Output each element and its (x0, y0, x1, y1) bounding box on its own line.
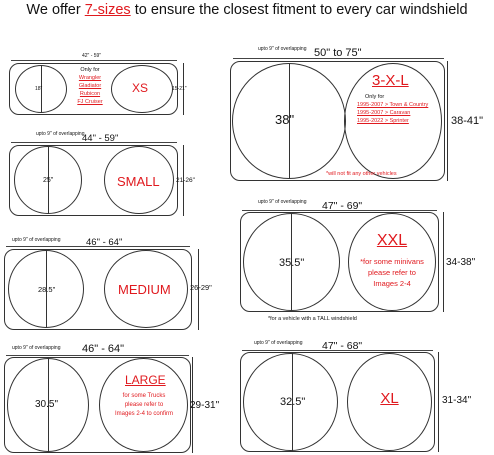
3xl-fit-list (357, 93, 428, 125)
large-label: LARGE (125, 373, 166, 387)
xs-height: 15-21" (172, 86, 187, 92)
large-diameter: 30.5" (35, 399, 59, 410)
small-diameter: 25" (43, 177, 54, 184)
xxl-range-line (242, 210, 437, 211)
xxl-diameter: 35.5" (279, 257, 305, 269)
xs-fit-title: Only for (80, 67, 100, 73)
xxl-height: 34-38" (446, 257, 476, 268)
large-note-line: for some Trucks (122, 393, 166, 399)
xs-label: XS (132, 81, 149, 95)
large-range-line (6, 355, 189, 356)
3xl-fit-title: Only for (365, 94, 385, 100)
xs-range: 42" - 59" (82, 53, 102, 59)
xs-fit-list (72, 66, 108, 106)
title-highlight: 7-sizes (84, 2, 131, 18)
xxl-label: XXL (376, 232, 408, 249)
xl-label: XL (380, 390, 399, 407)
large-range: 46" - 64" (82, 343, 125, 355)
xxl-note (348, 256, 436, 289)
xs-fit-item: Gladiator (78, 83, 102, 89)
xl-height-line (438, 352, 439, 452)
3xl-warning: *will not fit any other vehicles (326, 171, 397, 177)
xs-diameter: 18" (35, 86, 43, 92)
title-text-post: to ensure the closest fitment to every car windshield (130, 2, 468, 18)
xl-range: 47" - 68" (322, 340, 363, 352)
small-range-line (11, 142, 177, 143)
3xl-diameter: 38" (275, 112, 295, 127)
xl-overlap-note: upto 9" of overlapping (254, 340, 303, 346)
large-height: 29-31" (190, 400, 220, 411)
3xl-range-line (233, 58, 444, 59)
large-note-line: please refer to (124, 402, 164, 408)
medium-range-line (6, 246, 190, 247)
3xl-fit-item: 1995-2022 > Sprinter (357, 118, 409, 124)
3xl-fit-item: 1995-2007 > Town & Country (357, 102, 429, 108)
xxl-overlap-note: upto 9" of overlapping (258, 199, 307, 205)
large-overlap-note: upto 9" of overlapping (12, 345, 61, 351)
xxl-height-line (443, 212, 444, 312)
medium-height: 26-29" (190, 283, 212, 292)
xs-fit-item: Wrangler (78, 75, 102, 81)
3xl-height: 38-41" (451, 115, 484, 127)
small-label: SMALL (117, 174, 160, 189)
medium-overlap-note: upto 9" of overlapping (12, 237, 61, 243)
3xl-overlap-note: upto 9" of overlapping (258, 46, 307, 52)
xxl-range: 47" - 69" (322, 200, 363, 212)
xl-diameter: 32.5" (280, 396, 306, 408)
xxl-note-line: Images 2-4 (373, 279, 411, 288)
small-overlap-note: upto 9" of overlapping (36, 131, 85, 137)
medium-diameter: 28.5" (38, 285, 56, 294)
xl-height: 31-34" (442, 395, 472, 406)
3xl-label: 3-X-L (372, 72, 409, 89)
medium-label: MEDIUM (118, 282, 171, 297)
xxl-note-line: please refer to (368, 268, 416, 277)
3xl-fit-item: 1995-2007 > Caravan (357, 110, 411, 116)
xs-range-line (11, 60, 177, 61)
xxl-note-line: *for some minivans (360, 257, 424, 266)
xs-fit-item: Rubicon (79, 91, 101, 97)
page-title (0, 2, 494, 18)
medium-range: 46" - 64" (86, 237, 123, 248)
large-note-line: Images 2-4 to confirm (114, 411, 174, 417)
title-text-pre: We offer (26, 2, 85, 18)
xxl-footnote: *for a vehicle with a TALL windshield (268, 316, 357, 322)
small-height: 21-26" (176, 177, 195, 184)
large-note (100, 392, 188, 419)
small-range: 44" - 59" (82, 133, 119, 144)
xs-fit-item: FJ Cruiser (77, 99, 103, 105)
3xl-range: 50" to 75" (314, 47, 362, 59)
xl-range-line (242, 350, 433, 351)
3xl-height-line (447, 61, 448, 181)
